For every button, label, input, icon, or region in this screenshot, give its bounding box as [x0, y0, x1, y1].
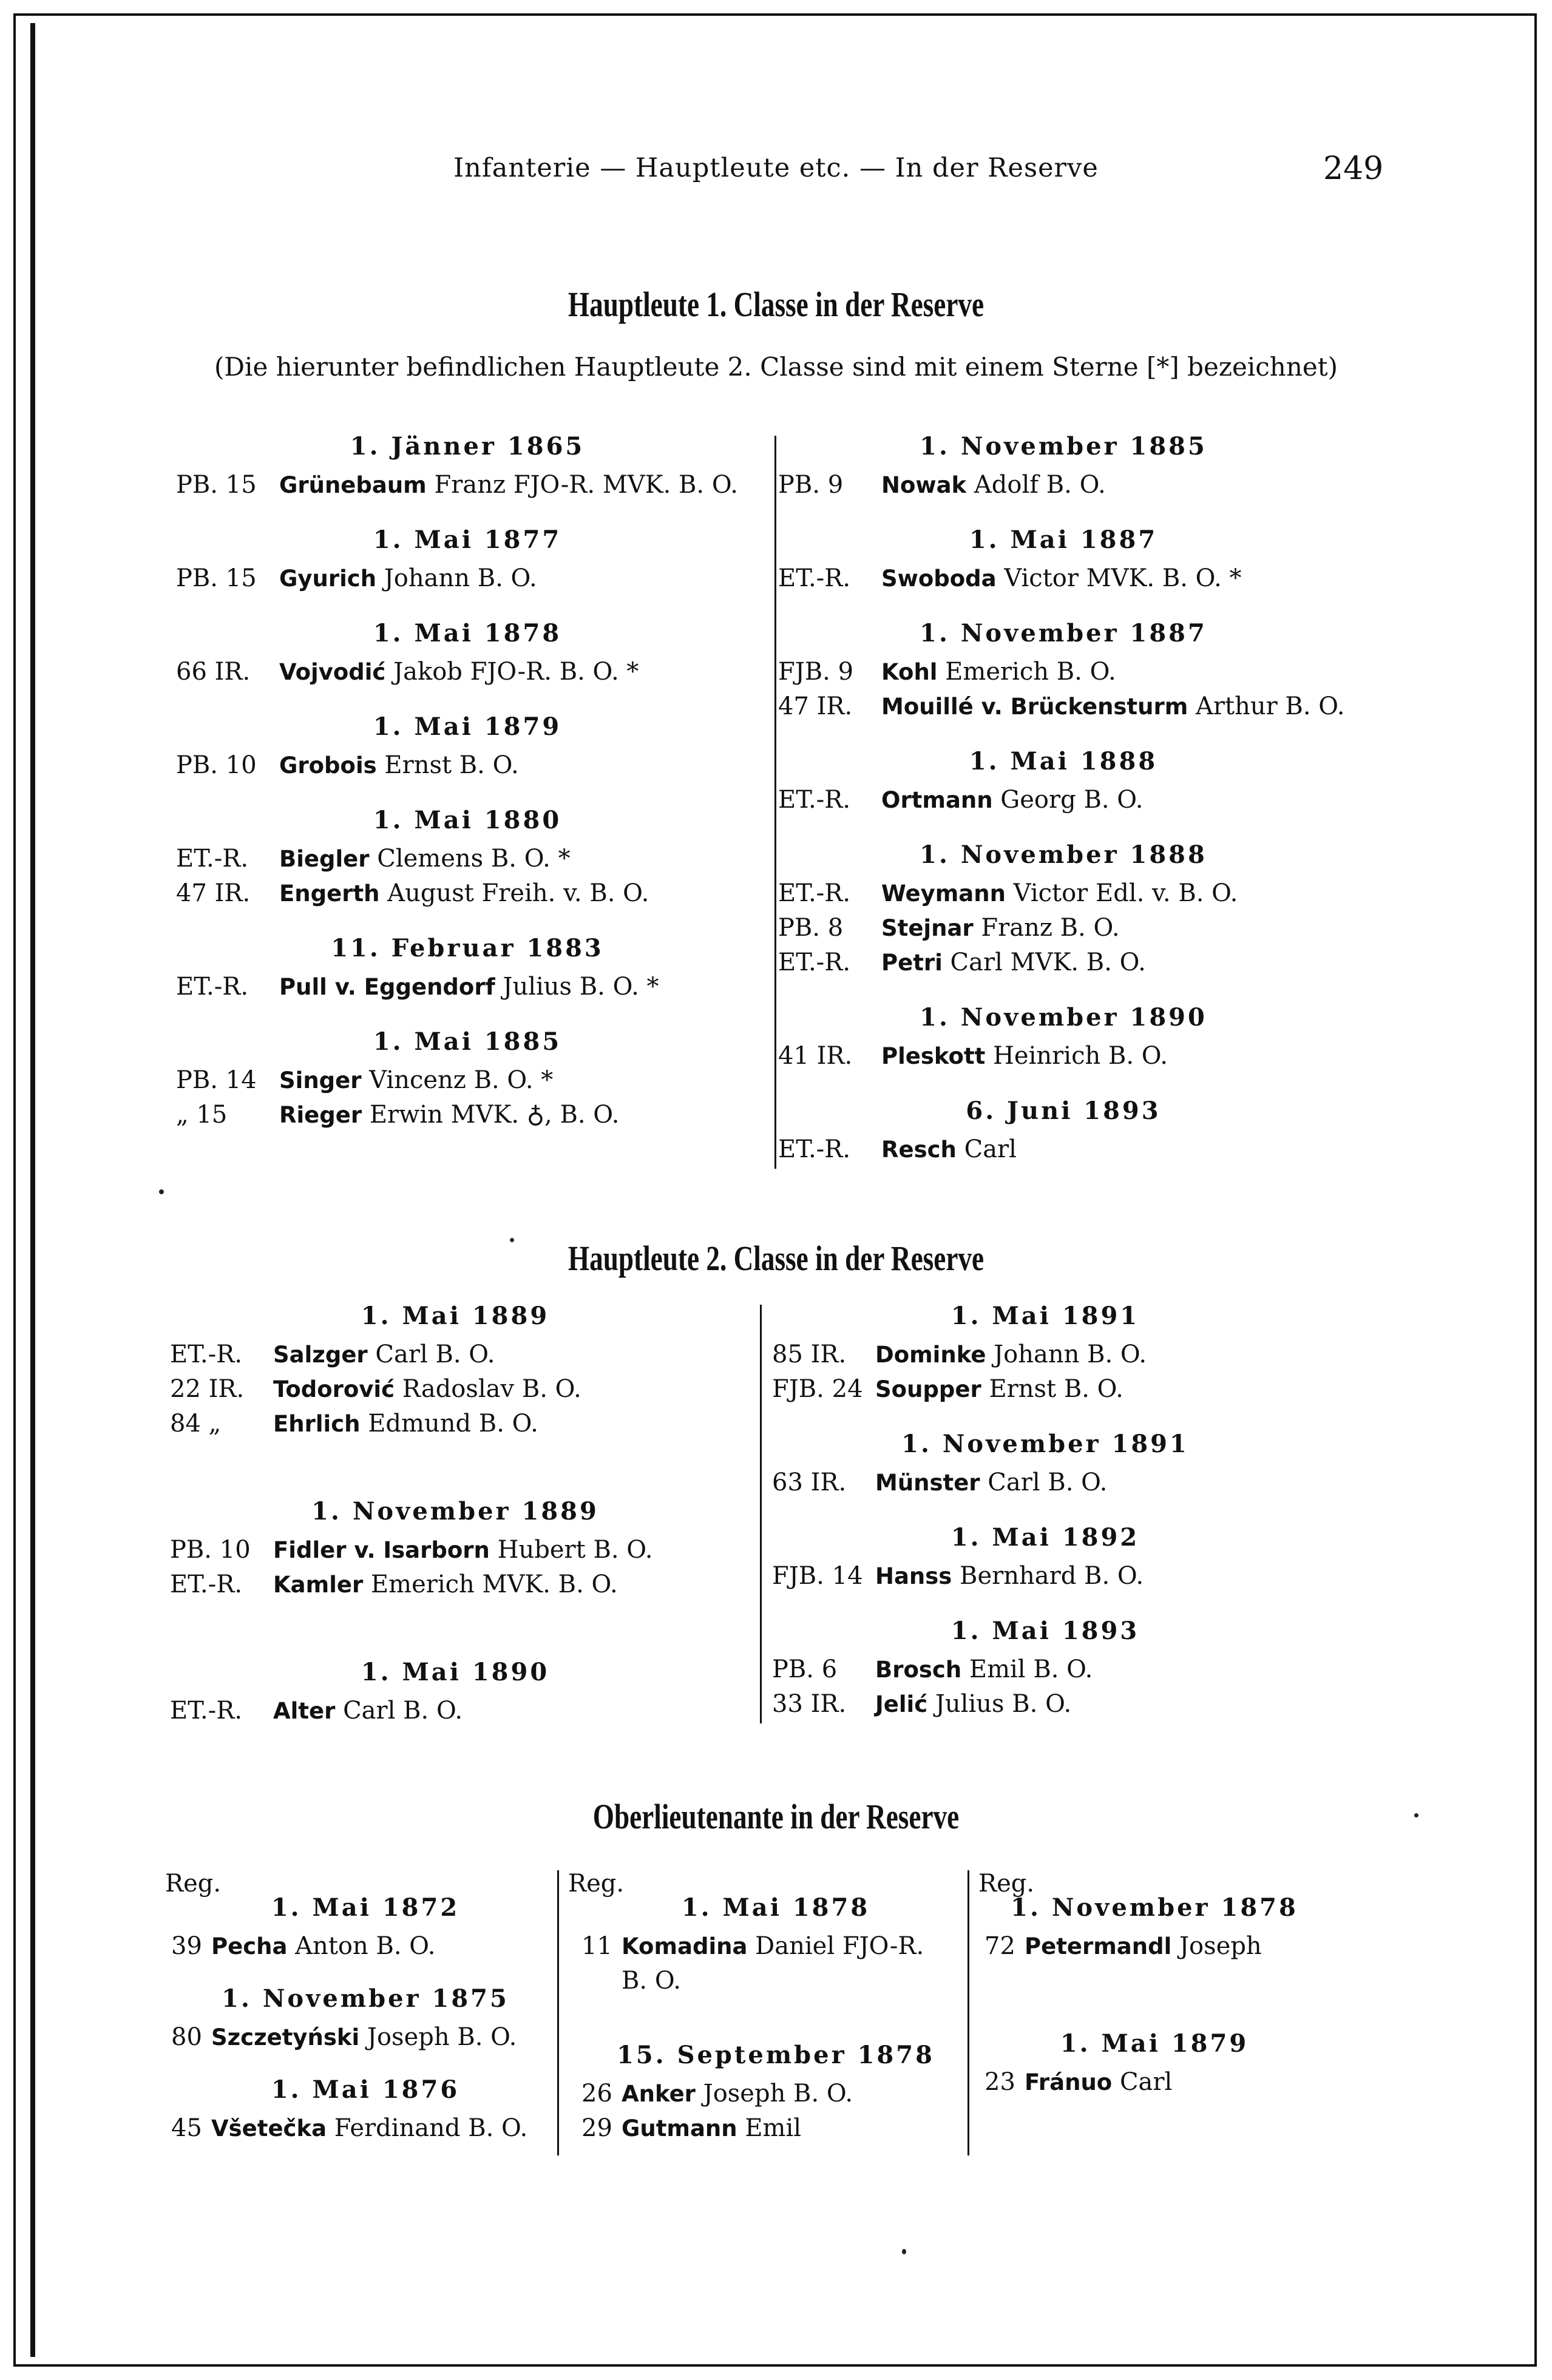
entry-details: Julius B. O. [927, 1690, 1072, 1718]
running-header: Infanterie — Hauptleute etc. — In der Reserve [453, 153, 1099, 183]
date-heading: 1. November 1878 [1011, 1893, 1298, 1922]
entry-details: Carl B. O. [367, 1340, 495, 1368]
roster-entry [171, 1929, 560, 1964]
roster-entry [772, 1559, 1318, 1594]
regiment-label: PB. 8 [778, 914, 844, 942]
entry-details: Emerich B. O. [937, 658, 1116, 686]
roster-entry [772, 1372, 1318, 1407]
surname: Szczetyński [211, 2024, 360, 2050]
entry-details: Adolf B. O. [966, 471, 1106, 499]
entry-details: Carl MVK. B. O. [942, 948, 1146, 976]
date-heading: 15. September 1878 [617, 2041, 935, 2069]
entry-details: Franz FJO-R. MVK. B. O. [426, 471, 738, 499]
surname: Pecha [211, 1933, 288, 1959]
regiment-label: 26 [581, 2080, 612, 2108]
roster-entry [581, 2111, 970, 2146]
entry-details: Bernhard B. O. [952, 1562, 1144, 1590]
roster-entry [581, 2077, 970, 2111]
surname: Fránuo [1025, 2069, 1113, 2095]
entry-details: Joseph B. O. [359, 2023, 517, 2051]
entry-details: Georg B. O. [992, 786, 1144, 814]
entry-details: Daniel FJO-R. [747, 1932, 924, 1960]
date-heading: 1. Mai 1885 [373, 1027, 562, 1056]
entry-details: Jakob FJO-R. B. O. * [385, 658, 639, 686]
surname: Biegler [279, 846, 370, 872]
roster-entry [772, 1337, 1318, 1372]
entry-details: Carl B. O. [980, 1469, 1108, 1496]
surname: Kohl [881, 659, 938, 685]
entry-details: Edmund B. O. [360, 1410, 538, 1438]
surname: Pull v. Eggendorf [279, 974, 495, 1000]
regiment-label: ET.-R. [778, 948, 851, 976]
regiment-label: ET.-R. [778, 564, 851, 592]
entry-details: Johann B. O. [986, 1340, 1147, 1368]
regiment-label: 84 „ [170, 1410, 222, 1438]
entry-details: Erwin MVK. ♁, B. O. [362, 1101, 620, 1129]
regiment-label: 39 [171, 1932, 202, 1960]
date-heading: 1. Mai 1879 [373, 712, 562, 741]
regiment-label: 41 IR. [778, 1042, 853, 1070]
entry-details: August Freih. v. B. O. [379, 879, 649, 907]
section1-right-column [778, 432, 1349, 1167]
roster-entry [778, 876, 1349, 911]
regiment-label: PB. 10 [170, 1536, 251, 1564]
regiment-label: FJB. 9 [778, 658, 854, 686]
entry-details: Anton B. O. [287, 1932, 436, 1960]
roster-entry [176, 842, 759, 876]
regiment-label: ET.-R. [170, 1697, 243, 1725]
surname: Salzger [273, 1342, 368, 1368]
surname: Brosch [875, 1657, 962, 1683]
regiment-label: 66 IR. [176, 658, 251, 686]
regiment-label: 29 [581, 2114, 612, 2142]
entry-details: Victor Edl. v. B. O. [1005, 879, 1238, 907]
entry-details: Ernst B. O. [376, 751, 519, 779]
regiment-label: 85 IR. [772, 1340, 847, 1368]
date-heading: 1. Mai 1891 [951, 1302, 1140, 1330]
surname: Swoboda [881, 566, 997, 592]
roster-entry [170, 1533, 740, 1567]
regiment-label: ET.-R. [170, 1340, 243, 1368]
surname: Ortmann [881, 787, 993, 813]
surname: Grünebaum [279, 472, 427, 498]
column-divider [967, 1870, 969, 2155]
roster-entry [581, 1964, 970, 1998]
surname: Kamler [273, 1572, 364, 1598]
section1-left-column [176, 432, 759, 1132]
page-number: 249 [1323, 150, 1384, 187]
roster-entry [984, 2065, 1324, 2100]
roster-entry [176, 655, 759, 689]
roster-entry [170, 1337, 740, 1372]
surname: Vojvodić [279, 659, 386, 685]
date-heading: 11. Februar 1883 [331, 934, 604, 962]
reg-label: Reg. [165, 1870, 222, 1898]
regiment-label: PB. 6 [772, 1655, 838, 1683]
column-divider [760, 1305, 762, 1723]
section3-column-2 [581, 1893, 970, 2146]
column-divider [557, 1870, 559, 2155]
entry-details: Emerich MVK. B. O. [363, 1570, 618, 1598]
surname: Gyurich [279, 566, 377, 592]
date-heading: 6. Juni 1893 [966, 1097, 1161, 1125]
date-heading: 1. Mai 1879 [1060, 2029, 1249, 2058]
date-heading: 1. November 1887 [920, 619, 1207, 647]
section1-title: Hauptleute 1. Classe in der Reserve [568, 285, 984, 324]
section2-title: Hauptleute 2. Classe in der Reserve [568, 1239, 984, 1278]
roster-entry [778, 468, 1349, 502]
roster-entry [984, 1929, 1324, 1964]
surname: Všetečka [211, 2115, 327, 2142]
date-heading: 1. Mai 1872 [271, 1893, 460, 1922]
surname: Fidler v. Isarborn [273, 1537, 490, 1563]
date-heading: 1. Mai 1878 [373, 619, 562, 647]
regiment-label: PB. 14 [176, 1066, 257, 1094]
surname: Weymann [881, 881, 1006, 907]
regiment-label: „ 15 [176, 1101, 228, 1129]
date-heading: 1. November 1889 [311, 1497, 599, 1526]
roster-entry [170, 1694, 740, 1728]
entry-details: Heinrich B. O. [985, 1042, 1168, 1070]
date-heading: 1. November 1875 [222, 1984, 509, 2013]
roster-entry [778, 655, 1349, 689]
roster-entry [176, 970, 759, 1004]
surname: Rieger [279, 1102, 362, 1128]
roster-entry [778, 689, 1349, 724]
regiment-label: 80 [171, 2023, 202, 2051]
roster-entry [581, 1929, 970, 1964]
date-heading: 1. Mai 1878 [681, 1893, 870, 1922]
roster-entry [778, 1039, 1349, 1073]
speck [510, 1238, 514, 1242]
roster-entry [772, 1652, 1318, 1687]
date-heading: 1. November 1891 [901, 1430, 1189, 1458]
regiment-label: 47 IR. [778, 692, 853, 720]
entry-details: Carl [956, 1135, 1017, 1163]
regiment-label: 22 IR. [170, 1375, 245, 1403]
surname: Singer [279, 1067, 362, 1094]
surname: Petri [881, 950, 943, 976]
entry-details: Carl [1112, 2068, 1173, 2096]
regiment-label: ET.-R. [778, 879, 851, 907]
surname: Pleskott [881, 1043, 986, 1069]
regiment-label: ET.-R. [170, 1570, 243, 1598]
regiment-label: FJB. 24 [772, 1375, 863, 1403]
roster-entry [772, 1687, 1318, 1722]
entry-details: Ferdinand B. O. [327, 2114, 528, 2142]
surname: Alter [273, 1698, 336, 1724]
regiment-label: 23 [984, 2068, 1015, 2096]
roster-entry [171, 2111, 560, 2146]
roster-entry [778, 783, 1349, 817]
surname: Gutmann [622, 2115, 737, 2142]
roster-entry [778, 561, 1349, 596]
entry-details: Victor MVK. B. O. * [996, 564, 1242, 592]
section1-note: (Die hierunter befindlichen Hauptleute 2. Classe sind mit einem Sterne [*] bezeichnet) [214, 352, 1338, 382]
entry-details: Franz B. O. [973, 914, 1120, 942]
surname: Dominke [875, 1342, 986, 1368]
date-heading: 1. Mai 1893 [951, 1617, 1140, 1645]
roster-entry [176, 1063, 759, 1098]
entry-details: Emil B. O. [961, 1655, 1093, 1683]
roster-entry [176, 1098, 759, 1132]
surname: Todorović [273, 1376, 395, 1402]
roster-entry [170, 1372, 740, 1407]
regiment-label: PB. 15 [176, 471, 257, 499]
entry-details: Johann B. O. [376, 564, 537, 592]
entry-details: Carl B. O. [335, 1697, 463, 1725]
surname: Stejnar [881, 915, 974, 941]
roster-entry [778, 1132, 1349, 1167]
regiment-label: 45 [171, 2114, 202, 2142]
regiment-label: ET.-R. [778, 786, 851, 814]
reg-label: Reg. [568, 1870, 625, 1898]
date-heading: 1. Mai 1876 [271, 2075, 460, 2104]
entry-details: Radoslav B. O. [395, 1375, 581, 1403]
surname: Grobois [279, 752, 377, 779]
regiment-label: 72 [984, 1932, 1015, 1960]
section3-column-3 [984, 1893, 1324, 2100]
date-heading: 1. Mai 1890 [361, 1658, 550, 1686]
section2-left-column [170, 1302, 740, 1728]
roster-entry [176, 876, 759, 911]
entry-details: Arthur B. O. [1188, 692, 1345, 720]
surname: Hanss [875, 1563, 952, 1589]
entry-details: Joseph B. O. [695, 2080, 853, 2108]
regiment-label: ET.-R. [176, 973, 249, 1001]
reg-label: Reg. [978, 1870, 1035, 1898]
regiment-label: ET.-R. [176, 845, 249, 873]
date-heading: 1. Mai 1889 [361, 1302, 550, 1330]
surname: Münster [875, 1470, 980, 1496]
speck [159, 1189, 164, 1194]
regiment-label: ET.-R. [778, 1135, 851, 1163]
surname: Ehrlich [273, 1411, 361, 1437]
entry-details: Clemens B. O. * [369, 845, 571, 873]
roster-entry [176, 468, 759, 502]
roster-entry [171, 2020, 560, 2055]
entry-details: Julius B. O. * [495, 973, 659, 1001]
entry-details: Joseph [1171, 1932, 1262, 1960]
date-heading: 1. Mai 1892 [951, 1523, 1140, 1552]
entry-details: Vincenz B. O. * [361, 1066, 554, 1094]
surname: Resch [881, 1137, 957, 1163]
entry-details: B. O. [622, 1967, 681, 1995]
date-heading: 1. Jänner 1865 [350, 432, 585, 461]
section2-right-column [772, 1302, 1318, 1722]
date-heading: 1. Mai 1880 [373, 806, 562, 834]
date-heading: 1. Mai 1888 [969, 747, 1158, 776]
roster-entry [778, 911, 1349, 945]
speck [902, 2249, 906, 2254]
date-heading: 1. November 1885 [920, 432, 1207, 461]
surname: Soupper [875, 1376, 981, 1402]
roster-entry [778, 945, 1349, 980]
surname: Engerth [279, 881, 380, 907]
surname: Nowak [881, 472, 967, 498]
section3-title: Oberlieutenante in der Reserve [592, 1797, 960, 1836]
column-divider [774, 436, 776, 1169]
surname: Komadina [622, 1933, 748, 1959]
roster-entry [176, 748, 759, 783]
surname: Anker [622, 2081, 696, 2107]
roster-entry [176, 561, 759, 596]
roster-entry [170, 1567, 740, 1602]
date-heading: 1. November 1888 [920, 840, 1207, 869]
section3-column-1 [171, 1893, 560, 2146]
speck [1414, 1813, 1418, 1817]
regiment-label: FJB. 14 [772, 1562, 863, 1590]
date-heading: 1. Mai 1887 [969, 526, 1158, 554]
surname: Mouillé v. Brückensturm [881, 694, 1188, 720]
surname: Petermandl [1025, 1933, 1172, 1959]
date-heading: 1. Mai 1877 [373, 526, 562, 554]
entry-details: Emil [737, 2114, 802, 2142]
surname: Jelić [875, 1691, 928, 1717]
roster-entry [170, 1407, 740, 1441]
entry-details: Hubert B. O. [489, 1536, 653, 1564]
roster-entry [772, 1466, 1318, 1500]
regiment-label: 33 IR. [772, 1690, 847, 1718]
regiment-label: PB. 10 [176, 751, 257, 779]
regiment-label: PB. 15 [176, 564, 257, 592]
regiment-label: 47 IR. [176, 879, 251, 907]
date-heading: 1. November 1890 [920, 1003, 1207, 1032]
regiment-label: PB. 9 [778, 471, 844, 499]
entry-details: Ernst B. O. [981, 1375, 1123, 1403]
regiment-label: 63 IR. [772, 1469, 847, 1496]
regiment-label: 11 [581, 1932, 612, 1960]
